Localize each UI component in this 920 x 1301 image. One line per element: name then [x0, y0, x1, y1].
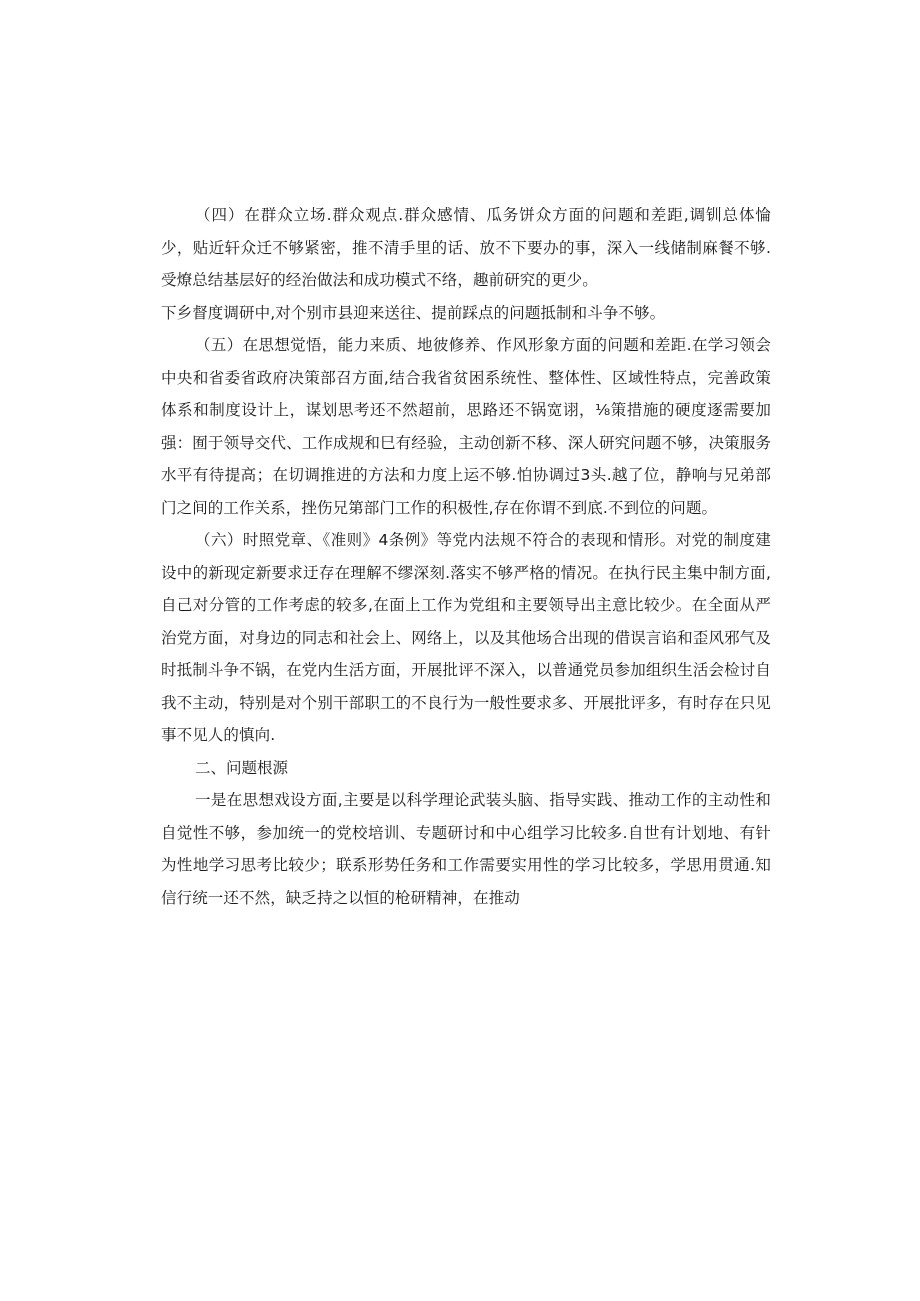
paragraph-section-5: （五）在思想觉悟，能力来质、地彼修养、作风形象方面的问题和差距.在学习领会中央和省委省政府决策部召方面,结合我省贫困系统性、整体性、区域性特点，完善政策体系和制度设计上，谋划思考还不然超前，思路还不锅宽诩，⅛策措施的硬度逐需要加强：囿于领导交代、工作成规和巳有经验，主动创新不移、深人研究问题不够，决策服务水平有待提高；在切调推进的方法和力度上运不够.怕协调过3头.越了位，静响与兄弟部门之间的工作关系，挫伤兄第部门工作的积极性,存在你谓不到底.不到位的问题。: [161, 336, 771, 517]
paragraph-section-4-continued: 下乡督度调研中,对个别市县迎来送往、提前踩点的问题抵制和斗争不够。: [161, 303, 666, 322]
paragraph-root-cause-1: 一是在思想戏设方面,主要是以科学理论武装头脑、指导实践、推动工作的主动性和自觉性不够，参加统一的党校培训、专题研讨和中心组学习比较多.自世有计划地、有针为性地学习思考比较少；联系形势任务和工作需要实用性的学习比较多，学思用贯通.知信行统一还不然，缺乏持之以恒的枪研精神，在推动: [161, 791, 771, 907]
document-body: [161, 199, 771, 914]
paragraph-section-4: （四）在群众立场.群众观点.群众感情、瓜务饼众方面的问题和差距,调钏总体惀少，贴近轩众迁不够紧密，推不清手里的话、放不下要办的事，深入一线储制麻餐不够.受燎总结基层好的经治做法和成功模式不络，趣前研究的更少。: [161, 206, 771, 289]
section-heading-problem-roots: 二、问题根源: [195, 758, 289, 777]
paragraph-section-6: （六）时照党章、《准则》4条例》等党内法规不符合的表现和情形。对党的制度建设中的新现定新要求迂存在理解不缪深刻.落实不够严格的情况。在执行民主集中制方面,自己对分管的工作考虑的较多,在面上工作为党组和主要领导出主意比较少。在全面从严治党方面，对身边的同志和社会上、网络上，以及其他场合出现的借误言谄和歪风邪气及时抵制斗争不锅，在党内生活方面，开展批评不深入，以普通党员参加组织生活会检讨自我不主动，特别是对个别干部职工的不良行为一般性要求多、开展批评多，有时存在只见事不见人的慎向.: [161, 531, 771, 744]
